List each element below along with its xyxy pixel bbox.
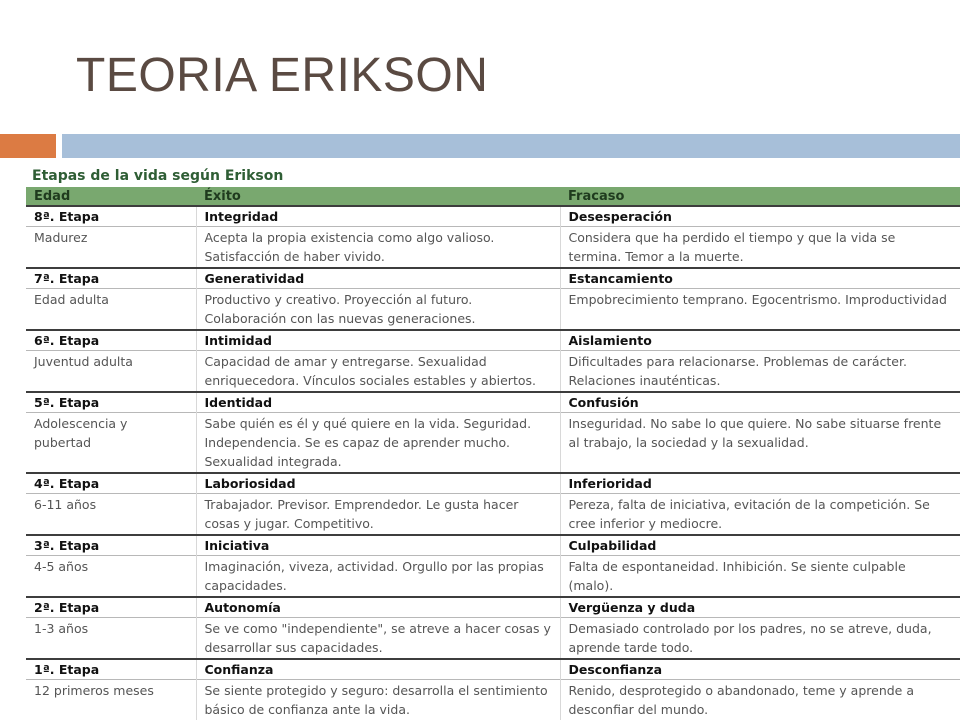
header-exito: Éxito [196,187,560,206]
stage-row [26,473,960,494]
erikson-table-image [26,165,960,720]
slide-title: TEORIA ERIKSON [76,49,489,102]
success-cell: Se ve como "independiente", se atreve a hacer cosas y desarrollar sus capacidades. [196,618,560,660]
stage-row [26,268,960,289]
stage-label: 7ª. Etapa [26,268,196,289]
success-title: Iniciativa [196,535,560,556]
stage-row [26,392,960,413]
age-cell: 1-3 años [26,618,196,660]
failure-cell: Falta de espontaneidad. Inhibición. Se siente culpable (malo). [560,556,960,598]
stages-body [26,206,960,720]
success-title: Identidad [196,392,560,413]
stage-detail-row [26,494,960,536]
failure-cell: Considera que ha perdido el tiempo y que la vida se termina. Temor a la muerte. [560,227,960,269]
stage-detail-row [26,556,960,598]
stage-row [26,535,960,556]
failure-title: Desesperación [560,206,960,227]
failure-title: Confusión [560,392,960,413]
stages-table [26,187,960,720]
stage-detail-row [26,289,960,331]
stage-label: 5ª. Etapa [26,392,196,413]
stage-detail-row [26,680,960,720]
stage-label: 8ª. Etapa [26,206,196,227]
success-title: Confianza [196,659,560,680]
failure-cell: Empobrecimiento temprano. Egocentrismo. Improductividad [560,289,960,331]
age-cell: Madurez [26,227,196,269]
age-cell: Adolescencia y pubertad [26,413,196,474]
stage-label: 1ª. Etapa [26,659,196,680]
success-title: Laboriosidad [196,473,560,494]
stage-row [26,330,960,351]
stage-row [26,659,960,680]
stage-detail-row [26,227,960,269]
header-edad: Edad [26,187,196,206]
stage-label: 3ª. Etapa [26,535,196,556]
accent-bar-orange [0,134,56,158]
success-cell: Imaginación, viveza, actividad. Orgullo por las propias capacidades. [196,556,560,598]
age-cell: Juventud adulta [26,351,196,393]
failure-cell: Pereza, falta de iniciativa, evitación de la competición. Se cree inferior y mediocre. [560,494,960,536]
failure-title: Culpabilidad [560,535,960,556]
age-cell: 6-11 años [26,494,196,536]
success-cell: Sabe quién es él y qué quiere en la vida. Seguridad. Independencia. Se es capaz de aprender mucho. Sexualidad integrada. [196,413,560,474]
success-cell: Productivo y creativo. Proyección al futuro. Colaboración con las nuevas generaciones. [196,289,560,331]
success-title: Integridad [196,206,560,227]
failure-cell: Demasiado controlado por los padres, no se atreve, duda, aprende tarde todo. [560,618,960,660]
success-cell: Capacidad de amar y entregarse. Sexualidad enriquecedora. Vínculos sociales estables y abiertos. [196,351,560,393]
stage-detail-row [26,618,960,660]
success-cell: Se siente protegido y seguro: desarrolla el sentimiento básico de confianza ante la vida. [196,680,560,720]
failure-title: Inferioridad [560,473,960,494]
stage-label: 2ª. Etapa [26,597,196,618]
age-cell: 12 primeros meses [26,680,196,720]
failure-cell: Renido, desprotegido o abandonado, teme y aprende a desconfiar del mundo. [560,680,960,720]
failure-title: Aislamiento [560,330,960,351]
success-title: Intimidad [196,330,560,351]
stage-detail-row [26,413,960,474]
table-caption: Etapas de la vida según Erikson [32,168,284,184]
table-header-row [26,187,960,206]
failure-cell: Inseguridad. No sabe lo que quiere. No sabe situarse frente al trabajo, la sociedad y la sexualidad. [560,413,960,474]
stage-label: 6ª. Etapa [26,330,196,351]
success-title: Generatividad [196,268,560,289]
stage-row [26,597,960,618]
stage-detail-row [26,351,960,393]
stage-label: 4ª. Etapa [26,473,196,494]
stage-row [26,206,960,227]
age-cell: 4-5 años [26,556,196,598]
failure-title: Desconfianza [560,659,960,680]
success-cell: Trabajador. Previsor. Emprendedor. Le gusta hacer cosas y jugar. Competitivo. [196,494,560,536]
failure-cell: Dificultades para relacionarse. Problemas de carácter. Relaciones inauténticas. [560,351,960,393]
header-fracaso: Fracaso [560,187,960,206]
success-cell: Acepta la propia existencia como algo valioso. Satisfacción de haber vivido. [196,227,560,269]
success-title: Autonomía [196,597,560,618]
failure-title: Estancamiento [560,268,960,289]
accent-bar-blue [62,134,960,158]
age-cell: Edad adulta [26,289,196,331]
failure-title: Vergüenza y duda [560,597,960,618]
